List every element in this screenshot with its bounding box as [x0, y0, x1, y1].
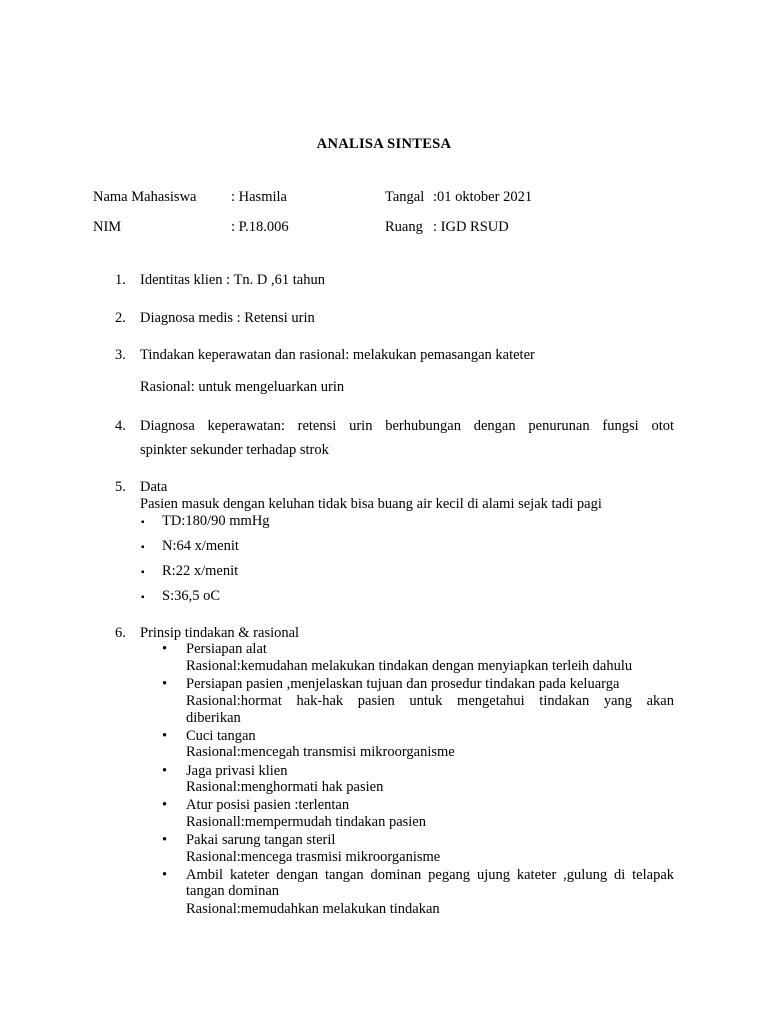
prinsip-action: Ambil kateter dengan tangan dominan pegang ujung kateter ,gulung di telapak [186, 867, 674, 883]
square-bullet-icon: ▪ [141, 517, 145, 528]
prinsip-action: Atur posisi pasien :terlentan [186, 797, 350, 813]
round-bullet-icon: • [162, 797, 168, 813]
item-number: 1. [115, 272, 126, 288]
nim-label: NIM [93, 219, 122, 235]
prinsip-action: Persiapan pasien ,menjelaskan tujuan dan prosedur tindakan pada keluarga [186, 676, 620, 692]
round-bullet-icon: • [162, 641, 168, 657]
square-bullet-icon: ▪ [141, 542, 145, 553]
tanggal-value: :01 oktober 2021 [433, 189, 533, 205]
item-identitas: Identitas klien : Tn. D ,61 tahun [140, 272, 325, 288]
ruang-value: : IGD RSUD [433, 219, 509, 235]
tanggal-label: Tangal [385, 189, 425, 205]
prinsip-rationale: Rasional:memudahkan melakukan tindakan [186, 901, 440, 917]
prinsip-rationale: Rasional:mencegah transmisi mikroorganisme [186, 744, 455, 760]
round-bullet-icon: • [162, 867, 168, 883]
item-data-heading: Data [140, 479, 168, 495]
document-title: ANALISA SINTESA [316, 136, 452, 152]
ruang-label: Ruang [385, 219, 423, 235]
item-tindakan: Tindakan keperawatan dan rasional: melakukan pemasangan kateter [140, 347, 535, 363]
item-number: 5. [115, 479, 126, 495]
item-prinsip-heading: Prinsip tindakan & rasional [140, 625, 300, 641]
prinsip-rationale: Rasional:mencega trasmisi mikroorganisme [186, 849, 441, 865]
round-bullet-icon: • [162, 728, 168, 744]
prinsip-action: Jaga privasi klien [186, 763, 288, 779]
nama-label: Nama Mahasiswa [93, 189, 197, 205]
prinsip-action-cont: tangan dominan [186, 883, 280, 899]
prinsip-action: Persiapan alat [186, 641, 267, 657]
prinsip-rationale: Rasional:menghormati hak pasien [186, 779, 384, 795]
item-diagnosa-medis: Diagnosa medis : Retensi urin [140, 310, 315, 326]
prinsip-rationale-cont: diberikan [186, 710, 241, 726]
vital-td: TD:180/90 mmHg [162, 513, 270, 529]
item-diagnosa-keperawatan-line2: spinkter sekunder terhadap strok [140, 442, 329, 458]
prinsip-rationale: Rasional:hormat hak-hak pasien untuk mengetahui tindakan yang akan [186, 693, 674, 709]
item-number: 3. [115, 347, 126, 363]
nama-value: : Hasmila [231, 189, 287, 205]
square-bullet-icon: ▪ [141, 567, 145, 578]
round-bullet-icon: • [162, 832, 168, 848]
vital-r: R:22 x/menit [162, 563, 239, 579]
item-tindakan-rasional: Rasional: untuk mengeluarkan urin [140, 379, 345, 395]
vital-n: N:64 x/menit [162, 538, 239, 554]
item-data-description: Pasien masuk dengan keluhan tidak bisa buang air kecil di alami sejak tadi pagi [140, 496, 602, 512]
round-bullet-icon: • [162, 763, 168, 779]
item-diagnosa-keperawatan-line1: Diagnosa keperawatan: retensi urin berhubungan dengan penurunan fungsi otot [140, 418, 674, 434]
prinsip-action: Cuci tangan [186, 728, 256, 744]
square-bullet-icon: ▪ [141, 592, 145, 603]
nim-value: : P.18.006 [231, 219, 289, 235]
prinsip-rationale: Rasional:kemudahan melakukan tindakan dengan menyiapkan terleih dahulu [186, 658, 633, 674]
vital-s: S:36,5 oC [162, 588, 221, 604]
prinsip-rationale: Rasionall:mempermudah tindakan pasien [186, 814, 426, 830]
round-bullet-icon: • [162, 676, 168, 692]
item-number: 4. [115, 418, 126, 434]
prinsip-action: Pakai sarung tangan steril [186, 832, 336, 848]
item-number: 6. [115, 625, 126, 641]
item-number: 2. [115, 310, 126, 326]
